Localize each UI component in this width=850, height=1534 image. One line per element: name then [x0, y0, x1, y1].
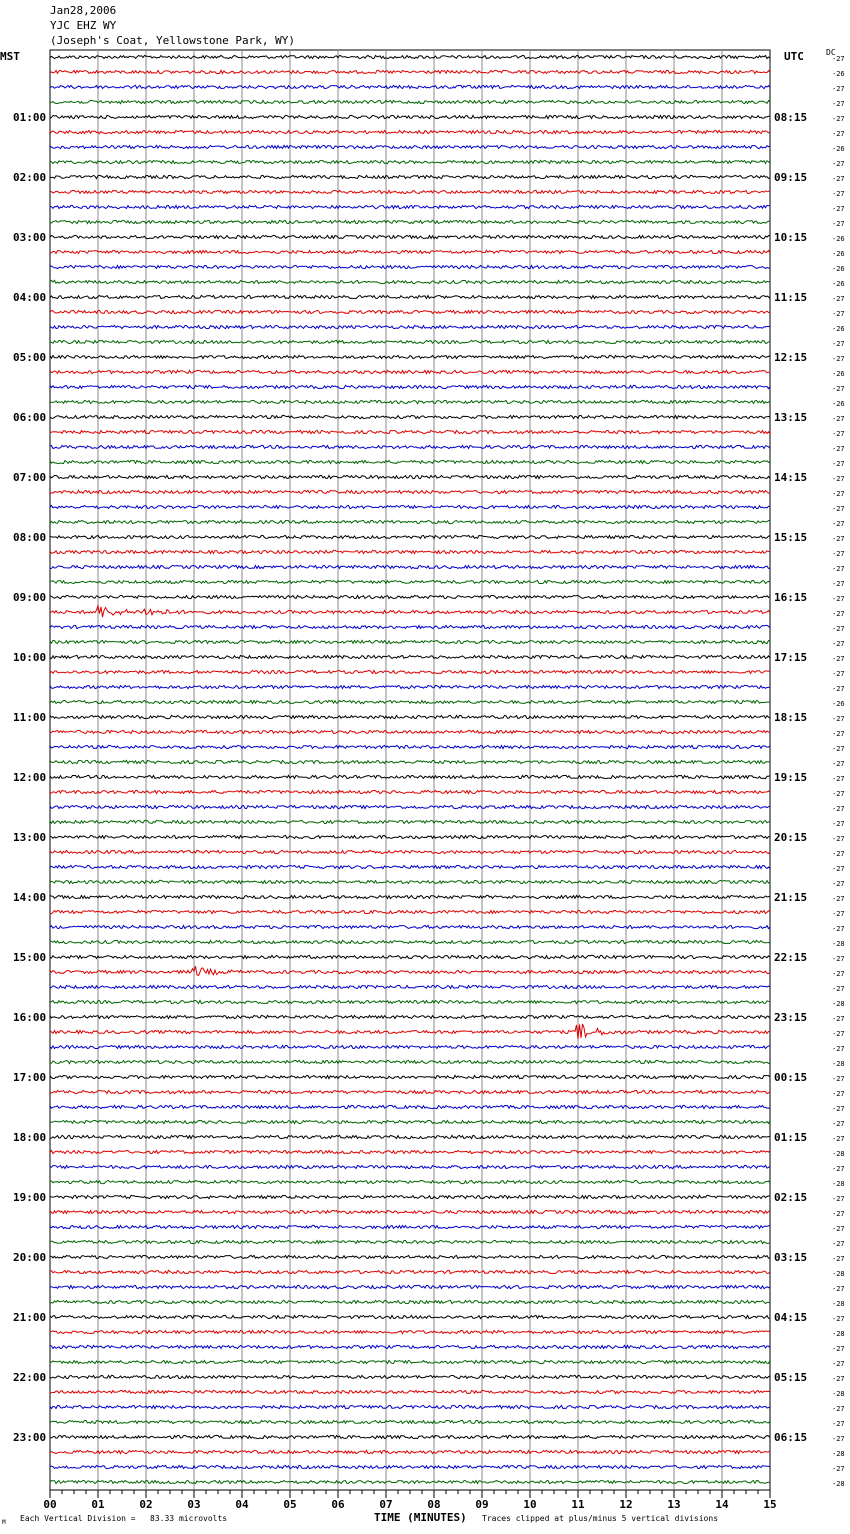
trace-line [50, 325, 770, 328]
dc-offset-value: -27 [832, 685, 845, 693]
dc-offset-value: -27 [832, 610, 845, 618]
trace-line [50, 1450, 770, 1453]
mst-hour-label: 07:00 [13, 471, 47, 484]
scale-note: Each Vertical Division = 83.33 microvolts [20, 1514, 228, 1523]
mst-hour-label: 15:00 [13, 951, 47, 964]
dc-offset-value: -26 [832, 235, 845, 243]
utc-hour-label: 23:15 [774, 1011, 808, 1024]
dc-offset-value: -27 [832, 1345, 845, 1353]
dc-offset-value: -27 [832, 550, 845, 558]
mst-hour-label: 14:00 [13, 891, 47, 904]
x-tick-label: 01 [91, 1498, 105, 1511]
utc-hour-label: 09:15 [774, 171, 808, 184]
mst-hour-label: 03:00 [13, 231, 47, 244]
utc-hour-label: 16:15 [774, 591, 808, 604]
mst-hour-label: 01:00 [13, 111, 47, 124]
dc-offset-value: -28 [832, 940, 845, 948]
trace-line [50, 130, 770, 133]
dc-offset-value: -27 [832, 130, 845, 138]
trace-line [50, 955, 770, 958]
dc-offset-value: -28 [832, 1390, 845, 1398]
dc-offset-value: -28 [832, 1000, 845, 1008]
trace-line [50, 1024, 770, 1039]
dc-offset-value: -27 [832, 355, 845, 363]
dc-offset-value: -27 [832, 655, 845, 663]
trace-line [50, 340, 770, 343]
trace-line [50, 820, 770, 823]
utc-hour-label: 19:15 [774, 771, 808, 784]
trace-line [50, 490, 770, 493]
trace-line [50, 1150, 770, 1153]
trace-line [50, 730, 770, 733]
utc-hour-label: 00:15 [774, 1071, 808, 1084]
mst-hour-label: 23:00 [13, 1431, 47, 1444]
dc-offset-value: -27 [832, 985, 845, 993]
dc-offset-value: -27 [832, 100, 845, 108]
dc-offset-value: -27 [832, 865, 845, 873]
trace-line [50, 565, 770, 568]
dc-offset-value: -27 [832, 895, 845, 903]
dc-offset-value: -27 [832, 625, 845, 633]
trace-line [50, 1180, 770, 1183]
dc-offset-value: -27 [832, 730, 845, 738]
trace-line [50, 745, 770, 748]
x-tick-label: 12 [619, 1498, 633, 1511]
dc-offset-value: -27 [832, 445, 845, 453]
utc-hour-label: 17:15 [774, 651, 808, 664]
trace-line [50, 190, 770, 193]
dc-offset-value: -27 [832, 1240, 845, 1248]
utc-hour-label: 01:15 [774, 1131, 808, 1144]
utc-hour-label: 13:15 [774, 411, 808, 424]
dc-offset-value: -26 [832, 265, 845, 273]
utc-hour-label: 18:15 [774, 711, 808, 724]
x-tick-label: 08 [427, 1498, 441, 1511]
x-tick-label: 09 [475, 1498, 489, 1511]
trace-line [50, 606, 770, 617]
dc-offset-value: -28 [832, 1270, 845, 1278]
x-tick-label: 15 [763, 1498, 777, 1511]
trace-line [50, 115, 770, 118]
dc-offset-value: -27 [832, 1465, 845, 1473]
trace-line [50, 595, 770, 598]
trace-line [50, 1120, 770, 1123]
trace-line [50, 625, 770, 628]
dc-offset-value: -27 [832, 640, 845, 648]
dc-offset-value: -27 [832, 955, 845, 963]
trace-line [50, 1405, 770, 1408]
dc-offset-value: -26 [832, 400, 845, 408]
right-timezone-label: UTC [784, 50, 804, 63]
dc-offset-value: -27 [832, 835, 845, 843]
trace-line [50, 865, 770, 868]
x-tick-label: 05 [283, 1498, 297, 1511]
utc-hour-label: 08:15 [774, 111, 808, 124]
trace-line [50, 175, 770, 178]
dc-offset-value: -27 [832, 160, 845, 168]
trace-line [50, 880, 770, 883]
trace-line [50, 205, 770, 208]
trace-line [50, 100, 770, 103]
dc-offset-value: -27 [832, 595, 845, 603]
chart-date: Jan28,2006 [50, 4, 117, 17]
trace-line [50, 145, 770, 148]
mst-hour-label: 04:00 [13, 291, 47, 304]
dc-offset-value: -27 [832, 220, 845, 228]
dc-offset-value: -27 [832, 1195, 845, 1203]
dc-offset-value: -27 [832, 430, 845, 438]
dc-offset-value: -27 [832, 1135, 845, 1143]
trace-line [50, 940, 770, 943]
dc-offset-value: -27 [832, 520, 845, 528]
trace-line [50, 1420, 770, 1423]
utc-hour-label: 05:15 [774, 1371, 808, 1384]
trace-line [50, 85, 770, 88]
dc-offset-value: -27 [832, 1420, 845, 1428]
dc-offset-value: -27 [832, 115, 845, 123]
trace-line [50, 760, 770, 763]
trace-line [50, 295, 770, 298]
dc-offset-value: -27 [832, 790, 845, 798]
dc-offset-value: -27 [832, 175, 845, 183]
x-tick-label: 14 [715, 1498, 729, 1511]
trace-line [50, 1255, 770, 1258]
trace-line [50, 966, 770, 975]
mst-hour-label: 16:00 [13, 1011, 47, 1024]
trace-line [50, 790, 770, 793]
dc-offset-value: -27 [832, 475, 845, 483]
x-tick-label: 11 [571, 1498, 585, 1511]
trace-line [50, 55, 770, 58]
trace-line [50, 400, 770, 403]
dc-offset-value: -27 [832, 880, 845, 888]
trace-line [50, 1375, 770, 1378]
dc-offset-value: -28 [832, 1330, 845, 1338]
dc-offset-value: -27 [832, 1255, 845, 1263]
mst-hour-label: 21:00 [13, 1311, 47, 1324]
dc-offset-value: -27 [832, 925, 845, 933]
trace-line [50, 250, 770, 253]
x-tick-label: 06 [331, 1498, 345, 1511]
dc-offset-value: -27 [832, 1075, 845, 1083]
trace-line [50, 475, 770, 478]
dc-offset-value: -28 [832, 1150, 845, 1158]
dc-offset-value: -26 [832, 280, 845, 288]
x-tick-label: 13 [667, 1498, 681, 1511]
trace-line [50, 1270, 770, 1273]
dc-offset-value: -27 [832, 775, 845, 783]
utc-hour-label: 22:15 [774, 951, 808, 964]
trace-line [50, 1060, 770, 1063]
trace-line [50, 895, 770, 898]
trace-line [50, 550, 770, 553]
dc-offset-value: -27 [832, 1315, 845, 1323]
dc-offset-value: -27 [832, 460, 845, 468]
left-timezone-label: MST [0, 50, 20, 63]
trace-line [50, 715, 770, 718]
dc-offset-value: -27 [832, 715, 845, 723]
dc-offset-value: -27 [832, 850, 845, 858]
dc-offset-value: -26 [832, 250, 845, 258]
x-axis-title: TIME (MINUTES) [374, 1511, 467, 1524]
utc-hour-label: 12:15 [774, 351, 808, 364]
dc-offset-value: -27 [832, 670, 845, 678]
utc-hour-label: 20:15 [774, 831, 808, 844]
trace-line [50, 1105, 770, 1108]
dc-offset-value: -27 [832, 310, 845, 318]
dc-offset-value: -27 [832, 1285, 845, 1293]
trace-line [50, 220, 770, 223]
trace-line [50, 1435, 770, 1438]
mst-hour-label: 17:00 [13, 1071, 47, 1084]
dc-offset-value: -27 [832, 55, 845, 63]
trace-line [50, 1165, 770, 1168]
dc-offset-value: -26 [832, 700, 845, 708]
trace-line [50, 1045, 770, 1048]
dc-offset-value: -28 [832, 1480, 845, 1488]
trace-line [50, 1210, 770, 1213]
dc-offset-value: -27 [832, 295, 845, 303]
dc-offset-value: -27 [832, 1045, 845, 1053]
utc-hour-label: 14:15 [774, 471, 808, 484]
dc-offset-value: -27 [832, 1435, 845, 1443]
dc-offset-value: -26 [832, 145, 845, 153]
x-tick-label: 00 [43, 1498, 57, 1511]
utc-hour-label: 03:15 [774, 1251, 808, 1264]
trace-line [50, 1465, 770, 1468]
x-tick-label: 10 [523, 1498, 537, 1511]
dc-offset-value: -26 [832, 70, 845, 78]
trace-line [50, 1135, 770, 1138]
dc-offset-value: -27 [832, 85, 845, 93]
dc-offset-value: -27 [832, 505, 845, 513]
dc-offset-value: -27 [832, 1165, 845, 1173]
trace-line [50, 445, 770, 448]
corner-mark: M [2, 1519, 6, 1526]
dc-offset-value: -27 [832, 1105, 845, 1113]
trace-line [50, 670, 770, 673]
dc-offset-value: -27 [832, 1360, 845, 1368]
trace-line [50, 505, 770, 508]
trace-line [50, 775, 770, 778]
dc-offset-value: -27 [832, 1090, 845, 1098]
trace-line [50, 235, 770, 238]
trace-line [50, 1345, 770, 1348]
mst-hour-label: 13:00 [13, 831, 47, 844]
mst-hour-label: 18:00 [13, 1131, 47, 1144]
trace-line [50, 460, 770, 463]
station-code: YJC EHZ WY [50, 19, 117, 32]
trace-line [50, 1315, 770, 1318]
trace-line [50, 265, 770, 268]
trace-line [50, 640, 770, 643]
dc-offset-value: -27 [832, 1210, 845, 1218]
dc-offset-value: -27 [832, 910, 845, 918]
utc-hour-label: 02:15 [774, 1191, 808, 1204]
trace-line [50, 835, 770, 838]
trace-line [50, 415, 770, 418]
mst-hour-label: 06:00 [13, 411, 47, 424]
mst-hour-label: 12:00 [13, 771, 47, 784]
dc-offset-value: -27 [832, 760, 845, 768]
mst-hour-label: 19:00 [13, 1191, 47, 1204]
trace-line [50, 700, 770, 703]
dc-offset-value: -27 [832, 415, 845, 423]
dc-offset-value: -27 [832, 1015, 845, 1023]
trace-line [50, 1390, 770, 1393]
dc-offset-value: -27 [832, 1405, 845, 1413]
trace-line [50, 1225, 770, 1228]
trace-line [50, 925, 770, 928]
utc-hour-label: 04:15 [774, 1311, 808, 1324]
trace-line [50, 1195, 770, 1198]
trace-line [50, 910, 770, 913]
trace-line [50, 985, 770, 988]
dc-offset-label: DC [826, 48, 836, 57]
mst-hour-label: 09:00 [13, 591, 47, 604]
dc-offset-value: -27 [832, 565, 845, 573]
dc-offset-value: -27 [832, 490, 845, 498]
clip-note: Traces clipped at plus/minus 5 vertical divisions [482, 1514, 719, 1523]
utc-hour-label: 06:15 [774, 1431, 808, 1444]
trace-line [50, 580, 770, 583]
station-location: (Joseph's Coat, Yellowstone Park, WY) [50, 34, 296, 47]
trace-line [50, 355, 770, 358]
trace-line [50, 1285, 770, 1288]
trace-line [50, 805, 770, 808]
trace-line [50, 1330, 770, 1333]
dc-offset-value: -28 [832, 1450, 845, 1458]
dc-offset-value: -27 [832, 745, 845, 753]
mst-hour-label: 08:00 [13, 531, 47, 544]
trace-line [50, 520, 770, 523]
trace-line [50, 1015, 770, 1018]
trace-line [50, 280, 770, 283]
x-tick-label: 03 [187, 1498, 201, 1511]
trace-line [50, 160, 770, 163]
dc-offset-value: -27 [832, 820, 845, 828]
trace-line [50, 1000, 770, 1003]
trace-line [50, 385, 770, 388]
trace-line [50, 685, 770, 688]
dc-offset-value: -27 [832, 1030, 845, 1038]
trace-line [50, 1300, 770, 1303]
mst-hour-label: 11:00 [13, 711, 47, 724]
trace-line [50, 70, 770, 73]
x-tick-label: 04 [235, 1498, 249, 1511]
dc-offset-value: -27 [832, 535, 845, 543]
mst-hour-label: 22:00 [13, 1371, 47, 1384]
dc-offset-value: -27 [832, 340, 845, 348]
dc-offset-value: -27 [832, 190, 845, 198]
trace-line [50, 850, 770, 853]
trace-line [50, 1075, 770, 1078]
dc-offset-value: -27 [832, 1120, 845, 1128]
utc-hour-label: 11:15 [774, 291, 808, 304]
x-tick-label: 02 [139, 1498, 153, 1511]
mst-hour-label: 10:00 [13, 651, 47, 664]
dc-offset-value: -26 [832, 325, 845, 333]
dc-offset-value: -27 [832, 580, 845, 588]
trace-line [50, 535, 770, 538]
dc-offset-value: -27 [832, 1375, 845, 1383]
dc-offset-value: -27 [832, 805, 845, 813]
trace-line [50, 1480, 770, 1483]
dc-offset-value: -26 [832, 370, 845, 378]
dc-offset-value: -27 [832, 205, 845, 213]
dc-offset-value: -28 [832, 1060, 845, 1068]
utc-hour-label: 21:15 [774, 891, 808, 904]
x-tick-label: 07 [379, 1498, 393, 1511]
trace-line [50, 1090, 770, 1093]
dc-offset-value: -28 [832, 1300, 845, 1308]
trace-line [50, 430, 770, 433]
trace-line [50, 1360, 770, 1363]
trace-line [50, 310, 770, 313]
dc-offset-value: -27 [832, 1225, 845, 1233]
utc-hour-label: 15:15 [774, 531, 808, 544]
trace-line [50, 655, 770, 658]
dc-offset-value: -28 [832, 1180, 845, 1188]
trace-line [50, 370, 770, 373]
trace-line [50, 1240, 770, 1243]
mst-hour-label: 20:00 [13, 1251, 47, 1264]
dc-offset-value: -27 [832, 385, 845, 393]
dc-offset-value: -27 [832, 970, 845, 978]
utc-hour-label: 10:15 [774, 231, 808, 244]
mst-hour-label: 02:00 [13, 171, 47, 184]
mst-hour-label: 05:00 [13, 351, 47, 364]
